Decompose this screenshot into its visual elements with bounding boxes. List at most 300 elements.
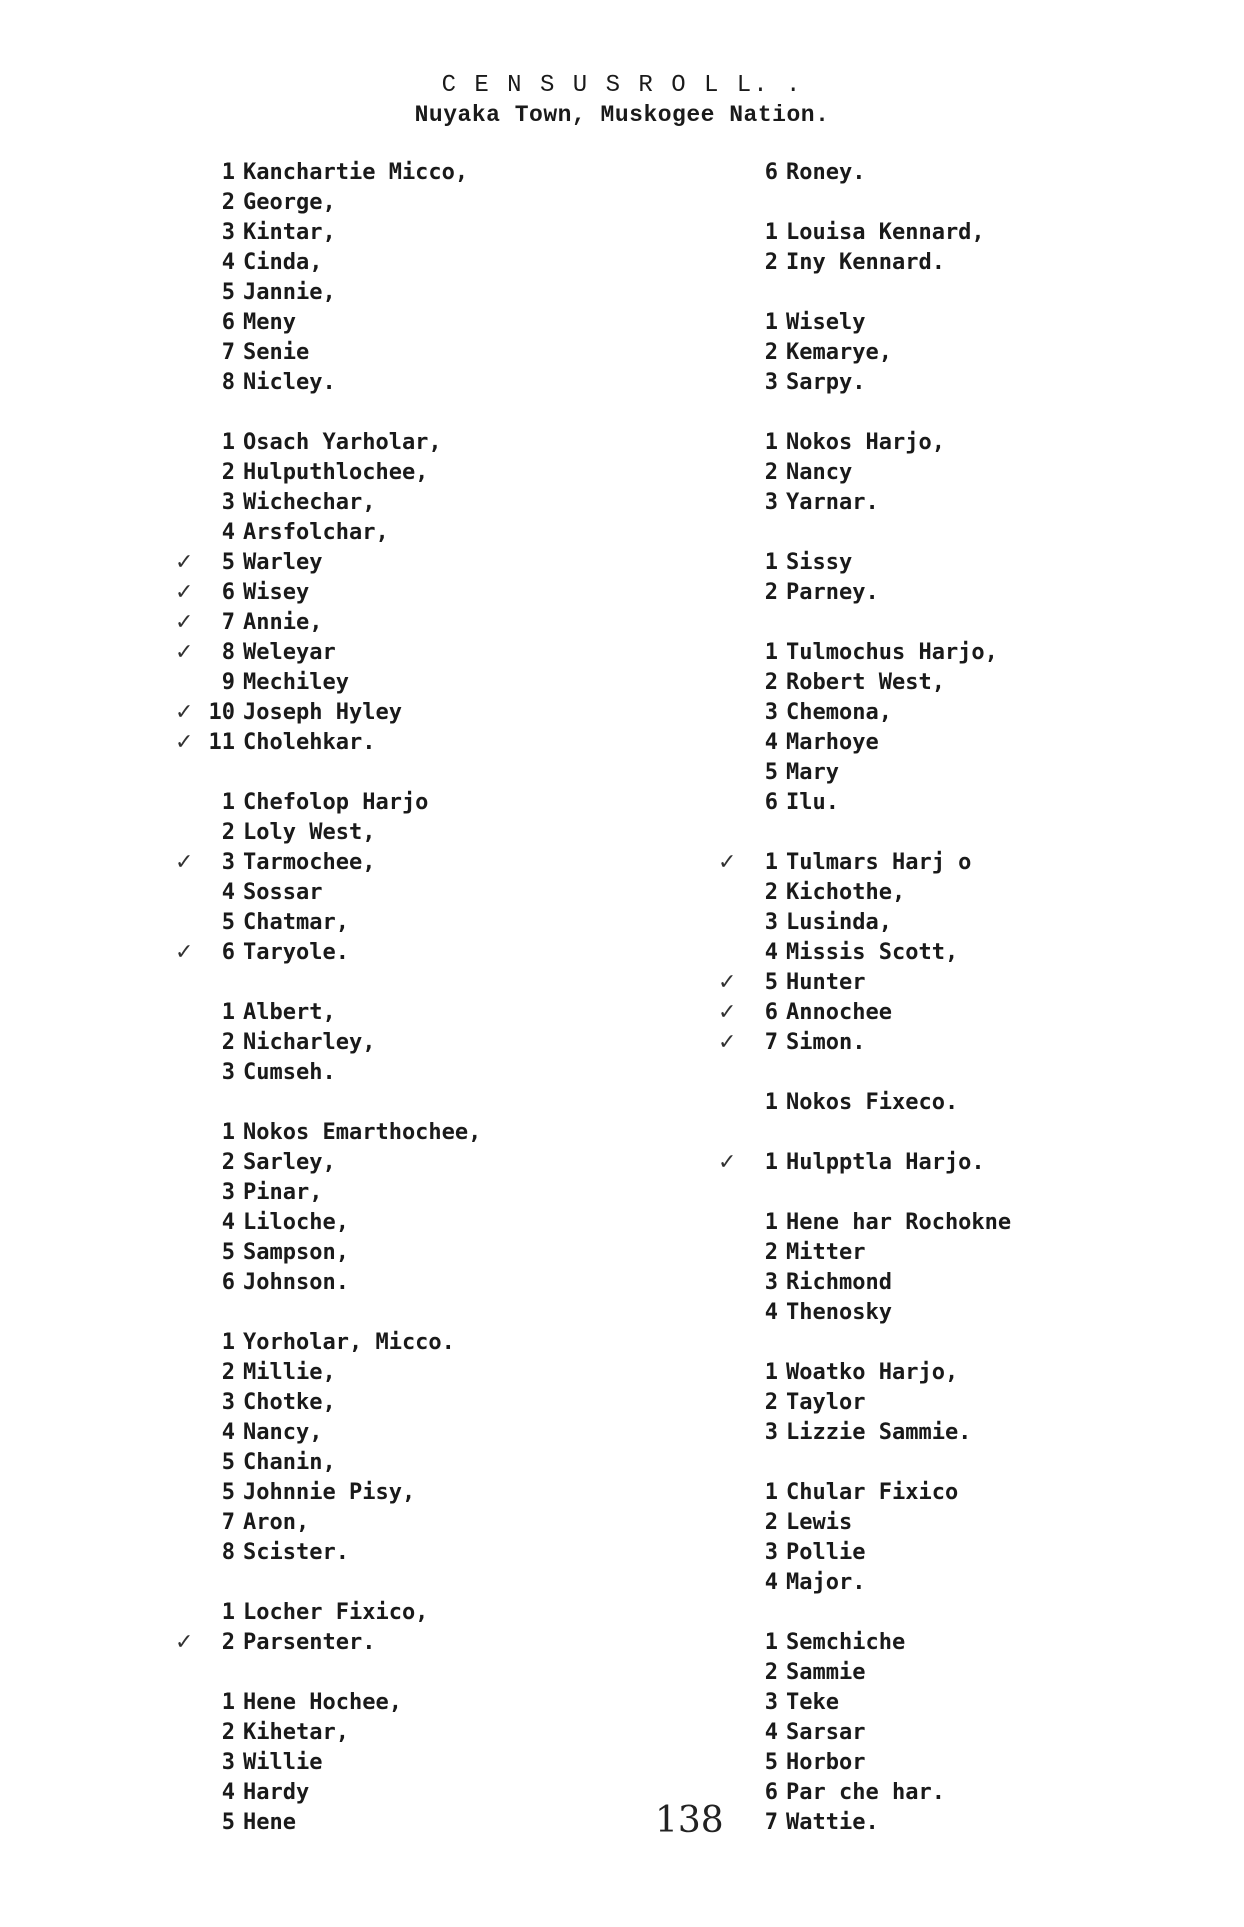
family-separator bbox=[205, 1568, 765, 1598]
entry-number: 4 bbox=[764, 1720, 778, 1745]
entry-name: Roney. bbox=[786, 160, 866, 185]
census-entry bbox=[205, 1748, 765, 1778]
census-entry bbox=[205, 1538, 765, 1568]
entry-number: 1 bbox=[221, 1690, 235, 1715]
family-group bbox=[748, 638, 1244, 818]
entry-number: 5 bbox=[764, 1750, 778, 1775]
right-column bbox=[718, 158, 1244, 1838]
census-entry bbox=[175, 578, 765, 608]
entry-number: 2 bbox=[221, 1150, 235, 1175]
entry-number: 6 bbox=[221, 940, 235, 965]
census-entry bbox=[748, 1358, 1244, 1388]
census-entry bbox=[205, 1058, 765, 1088]
entry-name: Major. bbox=[786, 1570, 866, 1595]
entry-number: 3 bbox=[764, 1690, 778, 1715]
entry-name: Sossar bbox=[243, 880, 323, 905]
entry-name: Joseph Hyley bbox=[243, 700, 402, 725]
family-group bbox=[718, 848, 1244, 1058]
family-group bbox=[175, 788, 765, 968]
entry-name: Meny bbox=[243, 310, 296, 335]
census-entry bbox=[748, 488, 1244, 518]
family-separator bbox=[748, 818, 1244, 848]
document-title: C E N S U S R O L L. . bbox=[441, 72, 803, 99]
entry-name: Kihetar, bbox=[243, 1720, 349, 1745]
entry-number: 1 bbox=[764, 640, 778, 665]
entry-number: 3 bbox=[221, 1750, 235, 1775]
census-entry bbox=[205, 1118, 765, 1148]
entry-number: 3 bbox=[221, 1180, 235, 1205]
census-entry bbox=[748, 908, 1244, 938]
entry-number: 2 bbox=[221, 1630, 235, 1655]
family-group bbox=[748, 1208, 1244, 1328]
census-entry bbox=[175, 698, 765, 728]
family-group bbox=[748, 428, 1244, 518]
census-entry bbox=[175, 938, 765, 968]
census-entry bbox=[205, 1508, 765, 1538]
entry-name: Hene bbox=[243, 1810, 296, 1835]
entry-name: Chefolop Harjo bbox=[243, 790, 429, 815]
entry-number: 5 bbox=[221, 1480, 235, 1505]
entry-number: 4 bbox=[221, 1420, 235, 1445]
entry-name: Millie, bbox=[243, 1360, 336, 1385]
document-subtitle: Nuyaka Town, Muskogee Nation. bbox=[414, 102, 830, 128]
entry-number: 2 bbox=[764, 1240, 778, 1265]
census-entry bbox=[748, 1508, 1244, 1538]
census-entry bbox=[205, 668, 765, 698]
entry-number: 4 bbox=[764, 1300, 778, 1325]
entry-name: Kemarye, bbox=[786, 340, 892, 365]
entry-number: 2 bbox=[764, 1390, 778, 1415]
census-entry bbox=[205, 248, 765, 278]
census-entry bbox=[748, 938, 1244, 968]
census-entry bbox=[205, 278, 765, 308]
entry-number: 1 bbox=[764, 1210, 778, 1235]
family-group bbox=[175, 428, 765, 758]
census-entry bbox=[748, 1268, 1244, 1298]
entry-name: Wattie. bbox=[786, 1810, 879, 1835]
entry-name: Mechiley bbox=[243, 670, 349, 695]
entry-number: 3 bbox=[221, 1390, 235, 1415]
census-entry bbox=[748, 548, 1244, 578]
census-entry bbox=[175, 848, 765, 878]
census-entry bbox=[748, 338, 1244, 368]
census-entry bbox=[718, 998, 1244, 1028]
entry-name: Semchiche bbox=[786, 1630, 906, 1655]
census-entry bbox=[205, 1598, 765, 1628]
census-entry bbox=[718, 1148, 1244, 1178]
entry-name: Johnson. bbox=[243, 1270, 349, 1295]
entry-number: 2 bbox=[764, 1510, 778, 1535]
entry-number: 4 bbox=[764, 1570, 778, 1595]
entry-name: Cinda, bbox=[243, 250, 323, 275]
census-entry bbox=[205, 1268, 765, 1298]
entry-name: Iny Kennard. bbox=[786, 250, 945, 275]
entry-number: 8 bbox=[221, 1540, 235, 1565]
entry-number: 6 bbox=[764, 160, 778, 185]
entry-name: Thenosky bbox=[786, 1300, 892, 1325]
entry-number: 4 bbox=[221, 1210, 235, 1235]
entry-name: Sarpy. bbox=[786, 370, 866, 395]
entry-name: Lizzie Sammie. bbox=[786, 1420, 972, 1445]
check-mark-icon: ✓ bbox=[175, 940, 194, 965]
entry-name: Hulputhlochee, bbox=[243, 460, 429, 485]
census-entry bbox=[175, 728, 765, 758]
family-group bbox=[748, 1478, 1244, 1598]
entry-name: Wisely bbox=[786, 310, 866, 335]
entry-name: Mitter bbox=[786, 1240, 866, 1265]
family-separator bbox=[205, 398, 765, 428]
entry-number: 2 bbox=[764, 880, 778, 905]
census-entry bbox=[205, 428, 765, 458]
family-group bbox=[748, 308, 1244, 398]
entry-name: Tulmars Harj o bbox=[786, 850, 972, 875]
entry-number: 5 bbox=[221, 1240, 235, 1265]
entry-number: 1 bbox=[764, 220, 778, 245]
entry-name: Senie bbox=[243, 340, 310, 365]
entry-name: Cholehkar. bbox=[243, 730, 376, 755]
census-entry bbox=[175, 548, 765, 578]
entry-name: Yorholar, Micco. bbox=[243, 1330, 455, 1355]
entry-name: Sissy bbox=[786, 550, 853, 575]
census-entry bbox=[205, 878, 765, 908]
entry-number: 5 bbox=[764, 760, 778, 785]
census-entry bbox=[748, 1088, 1244, 1118]
family-group bbox=[748, 218, 1244, 278]
census-entry bbox=[205, 308, 765, 338]
entry-number: 1 bbox=[221, 430, 235, 455]
family-separator bbox=[748, 1328, 1244, 1358]
census-entry bbox=[748, 1688, 1244, 1718]
entry-name: Chemona, bbox=[786, 700, 892, 725]
entry-number: 1 bbox=[764, 1480, 778, 1505]
entry-number: 5 bbox=[221, 550, 235, 575]
census-entry bbox=[205, 1178, 765, 1208]
entry-number: 5 bbox=[221, 1450, 235, 1475]
family-separator bbox=[748, 1448, 1244, 1478]
check-mark-icon: ✓ bbox=[175, 640, 194, 665]
entry-number: 1 bbox=[764, 550, 778, 575]
census-entry bbox=[205, 1358, 765, 1388]
census-entry bbox=[175, 638, 765, 668]
census-entry bbox=[748, 218, 1244, 248]
entry-name: Parsenter. bbox=[243, 1630, 376, 1655]
family-separator bbox=[748, 1178, 1244, 1208]
census-entry bbox=[748, 158, 1244, 188]
entry-name: Missis Scott, bbox=[786, 940, 959, 965]
entry-number: 10 bbox=[208, 700, 235, 725]
census-entry bbox=[748, 1658, 1244, 1688]
family-separator bbox=[205, 758, 765, 788]
entry-number: 2 bbox=[764, 250, 778, 275]
check-mark-icon: ✓ bbox=[175, 1630, 194, 1655]
entry-number: 4 bbox=[221, 250, 235, 275]
census-entry bbox=[205, 1148, 765, 1178]
check-mark-icon: ✓ bbox=[175, 580, 194, 605]
entry-number: 2 bbox=[221, 820, 235, 845]
entry-number: 6 bbox=[221, 310, 235, 335]
entry-name: Jannie, bbox=[243, 280, 336, 305]
census-entry bbox=[205, 1688, 765, 1718]
entry-number: 7 bbox=[764, 1810, 778, 1835]
entry-number: 2 bbox=[764, 1660, 778, 1685]
family-group bbox=[748, 1358, 1244, 1448]
family-separator bbox=[748, 608, 1244, 638]
left-column bbox=[175, 158, 765, 1838]
entry-number: 1 bbox=[221, 1330, 235, 1355]
census-entry bbox=[748, 1478, 1244, 1508]
entry-name: Par che har. bbox=[786, 1780, 945, 1805]
census-entry bbox=[748, 308, 1244, 338]
entry-name: Hunter bbox=[786, 970, 866, 995]
census-entry bbox=[748, 1238, 1244, 1268]
census-entry bbox=[205, 818, 765, 848]
family-separator bbox=[748, 518, 1244, 548]
entry-number: 5 bbox=[221, 1810, 235, 1835]
census-entry bbox=[205, 458, 765, 488]
census-entry bbox=[748, 1628, 1244, 1658]
census-entry bbox=[205, 1478, 765, 1508]
census-entry bbox=[205, 908, 765, 938]
entry-number: 7 bbox=[221, 610, 235, 635]
census-entry bbox=[748, 1388, 1244, 1418]
census-entry bbox=[205, 1208, 765, 1238]
census-entry bbox=[205, 188, 765, 218]
census-entry bbox=[748, 368, 1244, 398]
entry-name: Willie bbox=[243, 1750, 323, 1775]
entry-name: Aron, bbox=[243, 1510, 310, 1535]
entry-number: 2 bbox=[221, 1030, 235, 1055]
entry-number: 3 bbox=[221, 1060, 235, 1085]
census-entry bbox=[718, 968, 1244, 998]
entry-number: 3 bbox=[221, 220, 235, 245]
entry-number: 1 bbox=[764, 1150, 778, 1175]
family-separator bbox=[748, 278, 1244, 308]
entry-name: Weleyar bbox=[243, 640, 336, 665]
entry-name: Chular Fixico bbox=[786, 1480, 959, 1505]
census-entry bbox=[748, 1538, 1244, 1568]
entry-number: 2 bbox=[764, 340, 778, 365]
entry-name: Sarsar bbox=[786, 1720, 866, 1745]
entry-number: 1 bbox=[221, 1000, 235, 1025]
family-separator bbox=[748, 1598, 1244, 1628]
check-mark-icon: ✓ bbox=[718, 1030, 737, 1055]
census-entry bbox=[748, 788, 1244, 818]
census-entry bbox=[748, 1748, 1244, 1778]
page-number: 138 bbox=[655, 1800, 724, 1841]
census-entry bbox=[748, 638, 1244, 668]
family-separator bbox=[205, 968, 765, 998]
census-entry bbox=[205, 338, 765, 368]
census-entry bbox=[748, 1298, 1244, 1328]
census-entry bbox=[748, 1778, 1244, 1808]
census-entry bbox=[205, 1238, 765, 1268]
entry-number: 4 bbox=[221, 880, 235, 905]
entry-number: 6 bbox=[221, 580, 235, 605]
check-mark-icon: ✓ bbox=[718, 850, 737, 875]
entry-number: 2 bbox=[764, 670, 778, 695]
census-entry bbox=[205, 1328, 765, 1358]
entry-number: 4 bbox=[221, 1780, 235, 1805]
entry-name: Cumseh. bbox=[243, 1060, 336, 1085]
entry-name: Mary bbox=[786, 760, 839, 785]
entry-name: Albert, bbox=[243, 1000, 336, 1025]
census-entry bbox=[748, 758, 1244, 788]
family-separator bbox=[748, 1058, 1244, 1088]
entry-number: 3 bbox=[764, 1270, 778, 1295]
check-mark-icon: ✓ bbox=[718, 1150, 737, 1175]
census-entry bbox=[748, 1568, 1244, 1598]
entry-name: Hardy bbox=[243, 1780, 310, 1805]
entry-name: Richmond bbox=[786, 1270, 892, 1295]
entry-name: Pinar, bbox=[243, 1180, 323, 1205]
entry-number: 6 bbox=[221, 1270, 235, 1295]
entry-number: 2 bbox=[221, 1720, 235, 1745]
entry-number: 6 bbox=[764, 1000, 778, 1025]
entry-name: Chotke, bbox=[243, 1390, 336, 1415]
entry-name: Woatko Harjo, bbox=[786, 1360, 959, 1385]
family-group bbox=[748, 548, 1244, 608]
family-group bbox=[205, 1118, 765, 1298]
entry-number: 1 bbox=[764, 1630, 778, 1655]
census-entry bbox=[205, 1418, 765, 1448]
census-entry bbox=[175, 608, 765, 638]
census-entry bbox=[718, 848, 1244, 878]
entry-number: 5 bbox=[764, 970, 778, 995]
family-separator bbox=[748, 398, 1244, 428]
census-entry bbox=[205, 158, 765, 188]
entry-number: 1 bbox=[221, 160, 235, 185]
entry-number: 7 bbox=[221, 1510, 235, 1535]
entry-name: Chatmar, bbox=[243, 910, 349, 935]
census-entry bbox=[205, 218, 765, 248]
entry-name: Nancy, bbox=[243, 1420, 323, 1445]
entry-name: Nicley. bbox=[243, 370, 336, 395]
entry-number: 2 bbox=[764, 580, 778, 605]
entry-name: Kanchartie Micco, bbox=[243, 160, 469, 185]
entry-name: Liloche, bbox=[243, 1210, 349, 1235]
check-mark-icon: ✓ bbox=[175, 850, 194, 875]
entry-number: 11 bbox=[208, 730, 235, 755]
census-entry bbox=[748, 458, 1244, 488]
entry-number: 8 bbox=[221, 370, 235, 395]
family-group bbox=[748, 1088, 1244, 1118]
entry-name: Annochee bbox=[786, 1000, 892, 1025]
entry-number: 3 bbox=[221, 850, 235, 875]
entry-name: Pollie bbox=[786, 1540, 866, 1565]
census-entry bbox=[175, 1628, 765, 1658]
entry-name: Wisey bbox=[243, 580, 310, 605]
family-separator bbox=[205, 1088, 765, 1118]
census-entry bbox=[748, 248, 1244, 278]
check-mark-icon: ✓ bbox=[718, 1000, 737, 1025]
entry-name: Teke bbox=[786, 1690, 839, 1715]
entry-name: Robert West, bbox=[786, 670, 945, 695]
census-entry bbox=[748, 668, 1244, 698]
census-entry bbox=[205, 368, 765, 398]
entry-name: Nokos Fixeco. bbox=[786, 1090, 959, 1115]
entry-name: Tarmochee, bbox=[243, 850, 376, 875]
entry-name: Simon. bbox=[786, 1030, 866, 1055]
entry-name: Nicharley, bbox=[243, 1030, 376, 1055]
entry-name: Yarnar. bbox=[786, 490, 879, 515]
entry-name: Horbor bbox=[786, 1750, 866, 1775]
entry-name: Arsfolchar, bbox=[243, 520, 389, 545]
entry-name: Nokos Emarthochee, bbox=[243, 1120, 482, 1145]
entry-number: 5 bbox=[221, 910, 235, 935]
census-entry bbox=[205, 1028, 765, 1058]
census-entry bbox=[748, 1208, 1244, 1238]
entry-number: 2 bbox=[221, 460, 235, 485]
census-entry bbox=[748, 878, 1244, 908]
entry-name: Hene Hochee, bbox=[243, 1690, 402, 1715]
census-entry bbox=[718, 1028, 1244, 1058]
entry-number: 3 bbox=[764, 700, 778, 725]
family-separator bbox=[205, 1658, 765, 1688]
entry-name: George, bbox=[243, 190, 336, 215]
entry-name: Taylor bbox=[786, 1390, 866, 1415]
entry-name: Kintar, bbox=[243, 220, 336, 245]
entry-number: 4 bbox=[764, 730, 778, 755]
entry-name: Taryole. bbox=[243, 940, 349, 965]
entry-number: 1 bbox=[764, 1360, 778, 1385]
census-entry bbox=[748, 1718, 1244, 1748]
census-entry bbox=[205, 998, 765, 1028]
entry-name: Osach Yarholar, bbox=[243, 430, 442, 455]
entry-number: 2 bbox=[221, 1360, 235, 1385]
entry-name: Kichothe, bbox=[786, 880, 906, 905]
entry-number: 3 bbox=[764, 910, 778, 935]
entry-number: 3 bbox=[764, 490, 778, 515]
entry-name: Lewis bbox=[786, 1510, 853, 1535]
family-separator bbox=[748, 1118, 1244, 1148]
family-group bbox=[205, 158, 765, 398]
census-entry bbox=[748, 1808, 1244, 1838]
census-entry bbox=[748, 1418, 1244, 1448]
entry-number: 3 bbox=[764, 1540, 778, 1565]
census-entry bbox=[205, 1388, 765, 1418]
entry-number: 6 bbox=[764, 1780, 778, 1805]
census-entry bbox=[205, 488, 765, 518]
entry-name: Loly West, bbox=[243, 820, 376, 845]
census-entry bbox=[748, 428, 1244, 458]
census-entry bbox=[748, 698, 1244, 728]
entry-number: 9 bbox=[221, 670, 235, 695]
entry-name: Sampson, bbox=[243, 1240, 349, 1265]
census-entry bbox=[205, 1448, 765, 1478]
entry-name: Tulmochus Harjo, bbox=[786, 640, 998, 665]
entry-number: 5 bbox=[221, 280, 235, 305]
family-group bbox=[175, 1598, 765, 1658]
family-group bbox=[748, 1628, 1244, 1838]
entry-number: 1 bbox=[221, 1120, 235, 1145]
entry-name: Hene har Rochokne bbox=[786, 1210, 1012, 1235]
entry-name: Hulpptla Harjo. bbox=[786, 1150, 985, 1175]
entry-number: 2 bbox=[221, 190, 235, 215]
check-mark-icon: ✓ bbox=[175, 550, 194, 575]
census-entry bbox=[205, 788, 765, 818]
entry-name: Warley bbox=[243, 550, 323, 575]
census-entry bbox=[205, 518, 765, 548]
entry-number: 8 bbox=[221, 640, 235, 665]
family-group bbox=[748, 158, 1244, 188]
entry-name: Nokos Harjo, bbox=[786, 430, 945, 455]
entry-name: Sammie bbox=[786, 1660, 866, 1685]
entry-name: Marhoye bbox=[786, 730, 879, 755]
check-mark-icon: ✓ bbox=[175, 730, 194, 755]
census-entry bbox=[748, 728, 1244, 758]
entry-number: 3 bbox=[221, 490, 235, 515]
entry-name: Sarley, bbox=[243, 1150, 336, 1175]
